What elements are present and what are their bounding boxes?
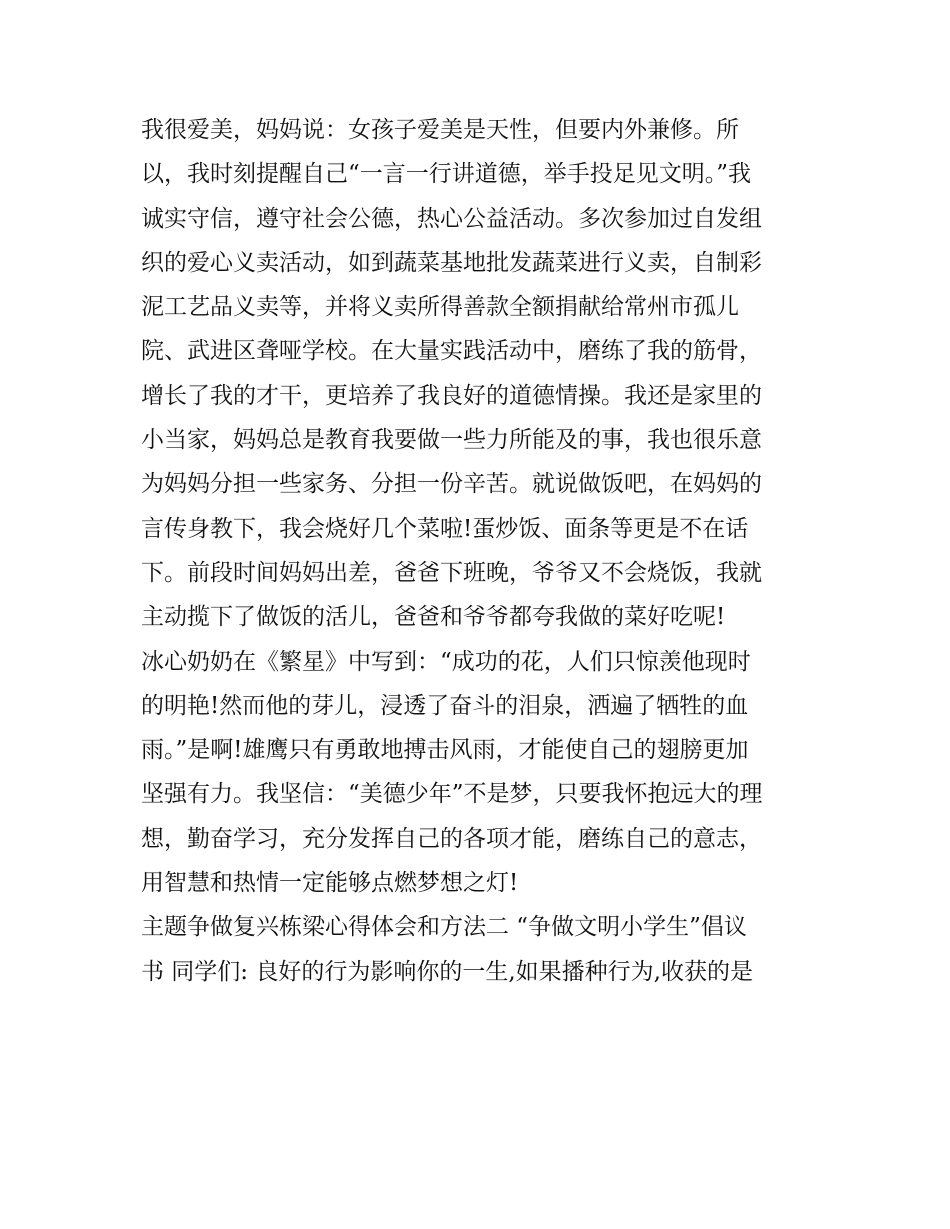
text-line: 书 同学们: 良好的行为影响你的一生,如果播种行为,收获的是	[141, 958, 753, 985]
text-line: 院、武进区聋哑学校。在大量实践活动中，磨练了我的筋骨，	[141, 338, 762, 365]
text-line: 冰心奶奶在《繁星》中写到：“成功的花，人们只惊羡他现时	[141, 648, 751, 675]
text-line: 泥工艺品义卖等，并将义卖所得善款全额捐献给常州市孤儿	[141, 294, 739, 321]
body-text	[141, 108, 821, 994]
text-line: 小当家，妈妈总是教育我要做一些力所能及的事，我也很乐意	[141, 427, 762, 454]
text-line: 坚强有力。我坚信：“美德少年”不是梦，只要我怀抱远大的理	[141, 781, 763, 808]
text-line: 下。前段时间妈妈出差，爸爸下班晚，爷爷又不会烧饭，我就	[141, 559, 762, 586]
text-line: 主题争做复兴栋梁心得体会和方法二 “争做文明小学生”倡议	[141, 914, 747, 941]
text-line: 以，我时刻提醒自己“一言一行讲道德，举手投足见文明。”我	[141, 161, 752, 188]
text-line: 主动揽下了做饭的活儿，爸爸和爷爷都夸我做的菜好吃呢!	[141, 604, 726, 631]
text-line: 我很爱美，妈妈说：女孩子爱美是天性，但要内外兼修。所	[141, 117, 739, 143]
text-line: 用智慧和热情一定能够点燃梦想之灯!	[141, 870, 519, 897]
text-line: 言传身教下，我会烧好几个菜啦!蛋炒饭、面条等更是不在话	[141, 515, 749, 542]
text-line: 为妈妈分担一些家务、分担一份辛苦。就说做饭吧，在妈妈的	[141, 471, 762, 498]
text-line: 的明艳!然而他的芽儿，浸透了奋斗的泪泉，洒遍了牺牲的血	[141, 692, 749, 719]
text-line: 诚实守信，遵守社会公德，热心公益活动。多次参加过自发组	[141, 205, 762, 232]
text-line: 雨。”是啊!雄鹰只有勇敢地搏击风雨，才能使自己的翅膀更加	[141, 737, 749, 764]
text-line: 增长了我的才干，更培养了我良好的道德情操。我还是家里的	[141, 382, 762, 409]
text-line: 织的爱心义卖活动，如到蔬菜基地批发蔬菜进行义卖，自制彩	[141, 249, 762, 276]
text-line: 想，勤奋学习，充分发挥自己的各项才能，磨练自己的意志，	[141, 825, 762, 852]
